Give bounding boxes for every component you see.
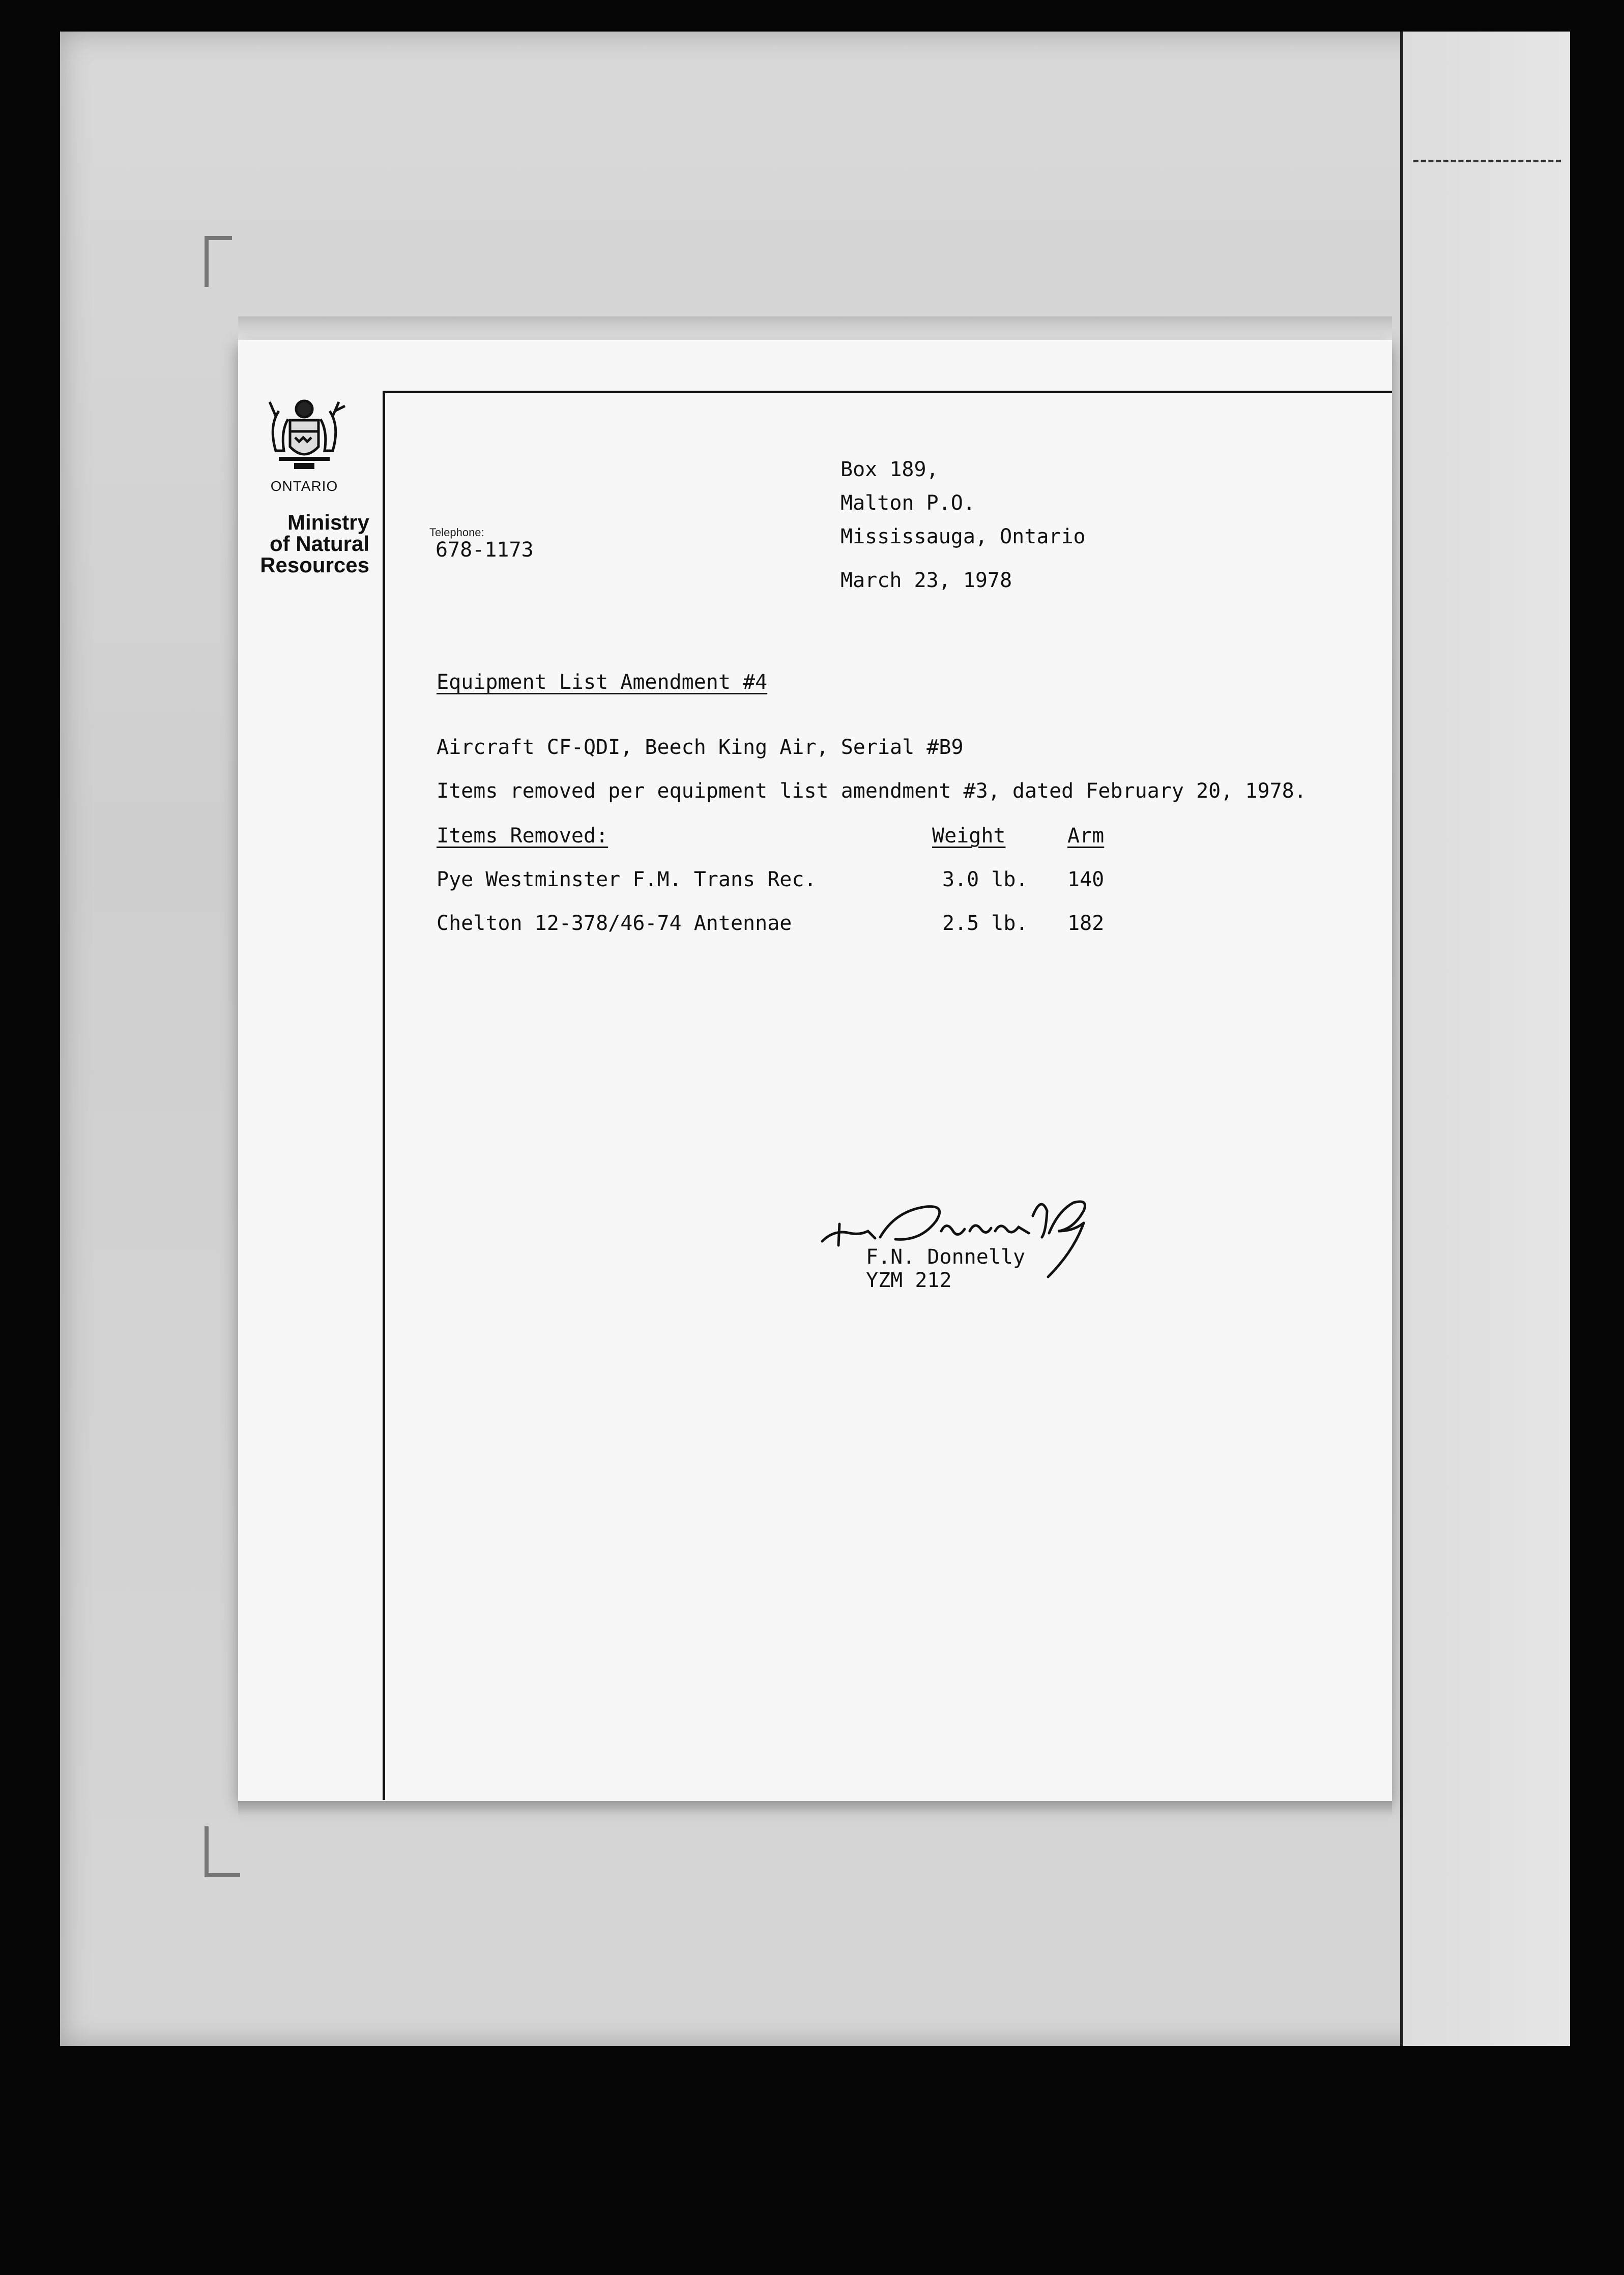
crop-mark-bottom-left bbox=[205, 1826, 240, 1877]
subject-line: Equipment List Amendment #4 bbox=[437, 670, 768, 694]
row-2-weight: 2.5 lb. bbox=[942, 912, 1028, 935]
mount-right-strip bbox=[1400, 32, 1570, 2046]
ministry-line-3: Resources bbox=[260, 553, 369, 577]
telephone-label: Telephone: bbox=[429, 526, 484, 539]
province-label: ONTARIO bbox=[270, 478, 338, 494]
aircraft-line: Aircraft CF-QDI, Beech King Air, Serial #B9 bbox=[437, 736, 964, 759]
telephone-number: 678-1173 bbox=[436, 538, 534, 562]
address-line-3: Mississauga, Ontario bbox=[840, 525, 1086, 548]
letterhead-top-rule bbox=[383, 391, 1392, 393]
letter-sheet bbox=[238, 340, 1392, 1801]
ministry-name bbox=[243, 512, 369, 576]
row-1-weight: 3.0 lb. bbox=[942, 868, 1028, 891]
address-line-1: Box 189, bbox=[840, 458, 939, 481]
row-2-arm: 182 bbox=[1067, 912, 1105, 935]
removed-note: Items removed per equipment list amendment #3, dated February 20, 1978. bbox=[437, 779, 1307, 803]
header-arm: Arm bbox=[1067, 824, 1105, 848]
row-1-item: Pye Westminster F.M. Trans Rec. bbox=[437, 868, 817, 891]
mount-dashed-line bbox=[1413, 160, 1561, 162]
header-items-removed: Items Removed: bbox=[437, 824, 608, 848]
signatory-code: YZM 212 bbox=[866, 1269, 952, 1292]
ministry-line-2: of Natural bbox=[269, 532, 369, 556]
letterhead-left-rule bbox=[383, 392, 385, 1800]
ontario-coat-of-arms-icon bbox=[258, 391, 350, 477]
letter-date: March 23, 1978 bbox=[840, 569, 1012, 592]
sheet-bottom-shadow bbox=[238, 1801, 1392, 1816]
address-line-2: Malton P.O. bbox=[840, 491, 975, 515]
row-1-arm: 140 bbox=[1067, 868, 1105, 891]
signatory-name: F.N. Donnelly bbox=[866, 1245, 1026, 1269]
row-2-item: Chelton 12-378/46-74 Antennae bbox=[437, 912, 792, 935]
crop-mark-top-left bbox=[205, 236, 232, 287]
header-weight: Weight bbox=[932, 824, 1006, 848]
ministry-line-1: Ministry bbox=[287, 510, 369, 534]
